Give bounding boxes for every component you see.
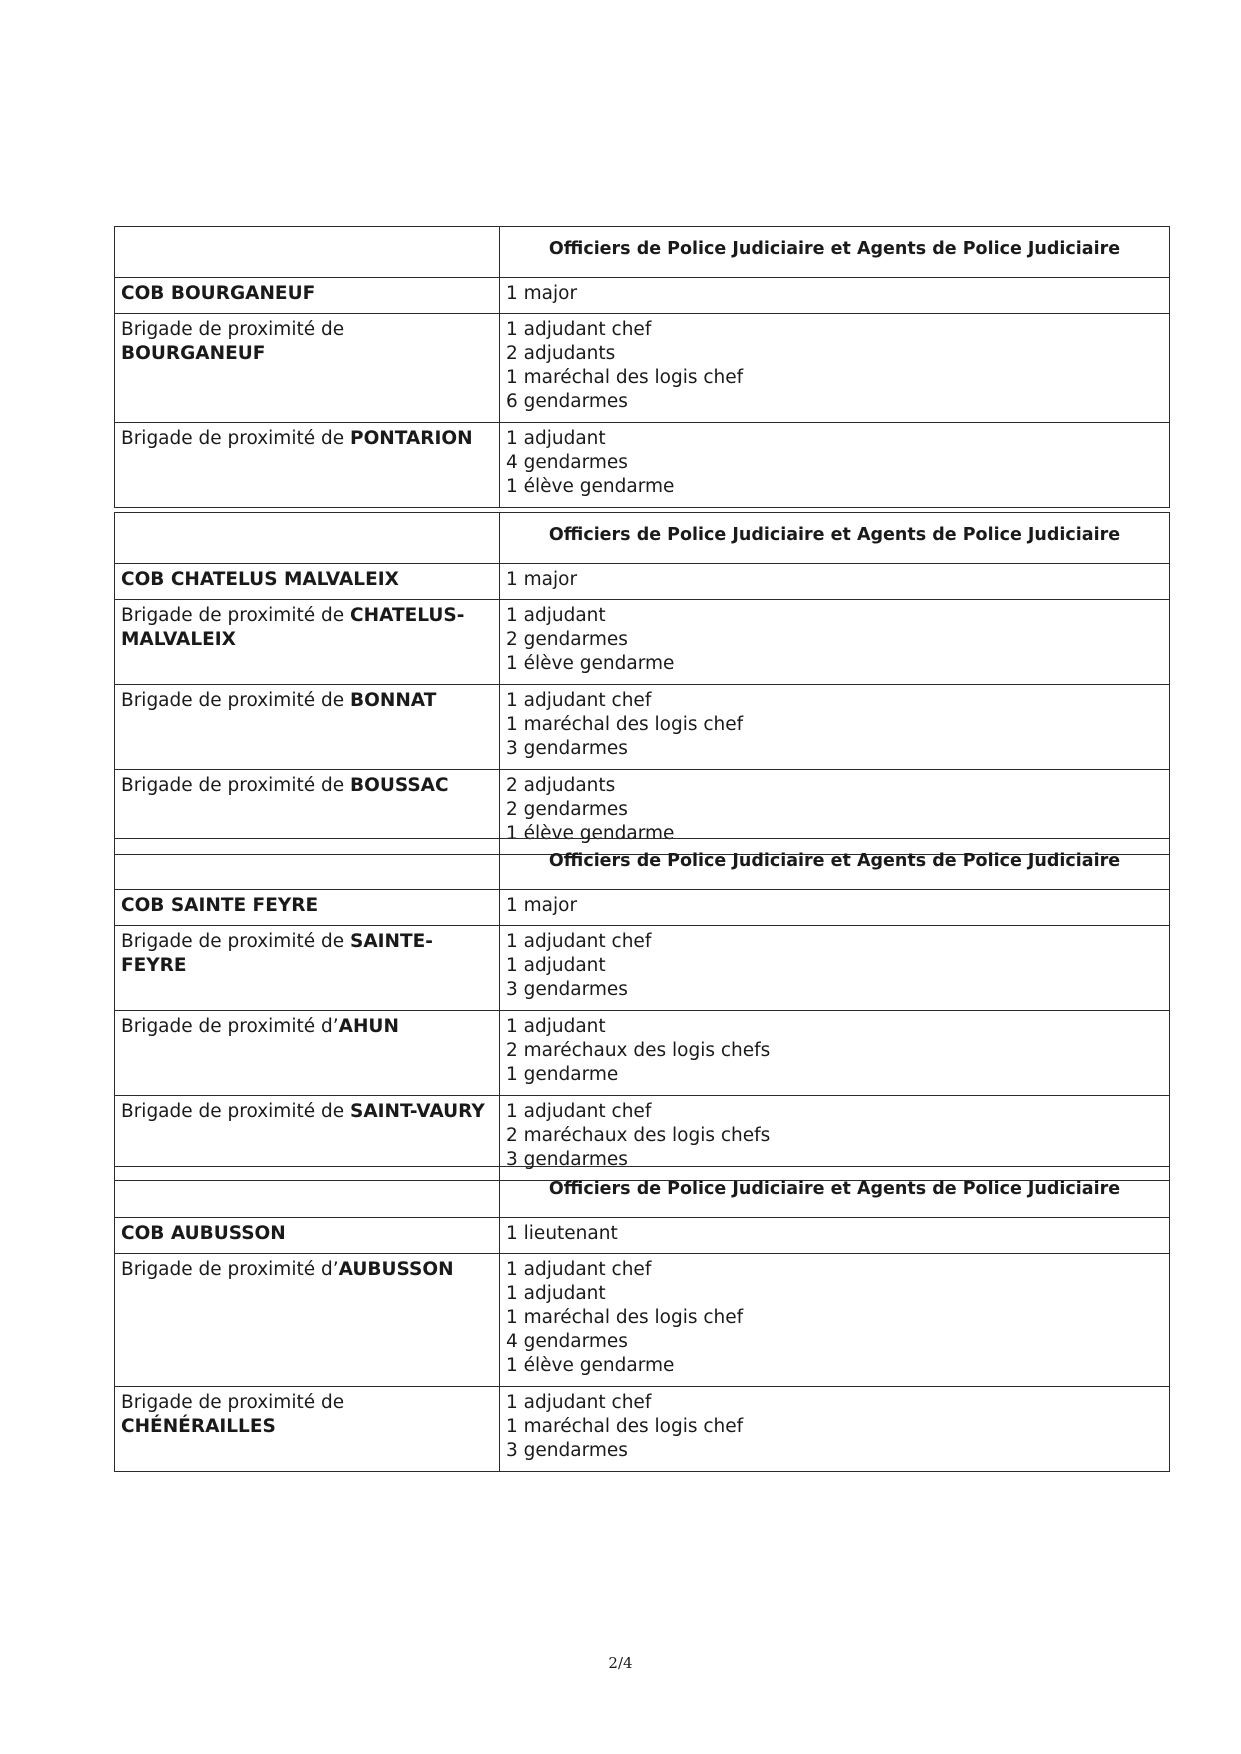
cob-staff — [500, 564, 1170, 600]
header-label: Officiers de Police Judiciaire et Agents de Police Judiciaire — [500, 513, 1170, 564]
staff-line: 2 gendarmes — [506, 799, 628, 820]
header-row — [115, 227, 1170, 278]
staff-line: 1 adjudant — [506, 1283, 606, 1304]
brigade-name — [115, 423, 500, 508]
staff-line: 2 maréchaux des logis chefs — [506, 1040, 771, 1061]
page-number: 2/4 — [608, 1654, 633, 1672]
staff-line: 6 gendarmes — [506, 391, 628, 412]
cob-staff — [500, 278, 1170, 314]
brigade-prefix: Brigade de proximité de — [121, 1101, 345, 1122]
brigade-row — [115, 685, 1170, 770]
staff-line: 1 gendarme — [506, 1064, 619, 1085]
header-empty-cell — [115, 513, 500, 564]
staff-line: 1 adjudant chef — [506, 319, 652, 340]
brigade-row — [115, 1254, 1170, 1387]
brigade-row — [115, 423, 1170, 508]
staff-line: 4 gendarmes — [506, 452, 628, 473]
staff-line: 3 gendarmes — [506, 1440, 628, 1461]
brigade-staff — [500, 423, 1170, 508]
brigade-name — [115, 1011, 500, 1096]
cob-row — [115, 1218, 1170, 1254]
staffing-table — [114, 1166, 1170, 1472]
staff-line: 1 adjudant chef — [506, 690, 652, 711]
staff-line: 3 gendarmes — [506, 1149, 628, 1170]
cob-row — [115, 278, 1170, 314]
brigade-row — [115, 314, 1170, 423]
cob-name: COB BOURGANEUF — [115, 278, 500, 314]
brigade-location: CHÉNÉRAILLES — [121, 1416, 276, 1437]
brigade-staff — [500, 1011, 1170, 1096]
staff-line: 1 élève gendarme — [506, 653, 675, 674]
brigade-location: BONNAT — [350, 690, 437, 711]
cob-staff — [500, 1218, 1170, 1254]
staff-line: 1 élève gendarme — [506, 823, 675, 844]
staff-line: 2 maréchaux des logis chefs — [506, 1125, 771, 1146]
brigade-location: PONTARION — [350, 428, 473, 449]
cob-staff — [500, 890, 1170, 926]
staffing-table — [114, 226, 1170, 508]
brigade-prefix: Brigade de proximité de — [121, 690, 345, 711]
staff-line: 1 adjudant chef — [506, 1101, 652, 1122]
brigade-name — [115, 1387, 500, 1472]
staffing-table — [114, 512, 1170, 855]
staff-line: 2 gendarmes — [506, 629, 628, 650]
staff-line: 1 adjudant — [506, 1016, 606, 1037]
brigade-location: CHATELUS- — [350, 605, 465, 626]
brigade-row — [115, 926, 1170, 1011]
brigade-prefix: Brigade de proximité de — [121, 931, 345, 952]
header-row — [115, 839, 1170, 890]
brigade-location: BOURGANEUF — [121, 343, 266, 364]
staff-line: 1 adjudant chef — [506, 931, 652, 952]
staff-line: 1 adjudant — [506, 605, 606, 626]
header-empty-cell — [115, 839, 500, 890]
staff-line: 1 major — [506, 283, 578, 304]
brigade-location-cont: FEYRE — [121, 955, 187, 976]
brigade-location: AHUN — [338, 1016, 399, 1037]
cob-name: COB SAINTE FEYRE — [115, 890, 500, 926]
brigade-staff — [500, 926, 1170, 1011]
cob-row — [115, 564, 1170, 600]
header-row — [115, 513, 1170, 564]
brigade-prefix: Brigade de proximité de — [121, 605, 345, 626]
staff-line: 1 adjudant — [506, 955, 606, 976]
brigade-prefix: Brigade de proximité de — [121, 319, 345, 340]
staff-line: 1 major — [506, 569, 578, 590]
brigade-staff — [500, 685, 1170, 770]
cob-name: COB AUBUSSON — [115, 1218, 500, 1254]
header-empty-cell — [115, 227, 500, 278]
brigade-staff — [500, 1254, 1170, 1387]
brigade-location-cont: MALVALEIX — [121, 629, 236, 650]
staff-line: 1 maréchal des logis chef — [506, 714, 744, 735]
cob-row — [115, 890, 1170, 926]
brigade-name — [115, 600, 500, 685]
header-label: Officiers de Police Judiciaire et Agents de Police Judiciaire — [500, 1167, 1170, 1218]
staff-line: 1 maréchal des logis chef — [506, 1307, 744, 1328]
staffing-table — [114, 838, 1170, 1181]
header-row — [115, 1167, 1170, 1218]
brigade-row — [115, 1387, 1170, 1472]
brigade-prefix: Brigade de proximité d’ — [121, 1259, 339, 1280]
brigade-name — [115, 1254, 500, 1387]
staff-line: 1 adjudant chef — [506, 1259, 652, 1280]
staff-line: 2 adjudants — [506, 775, 616, 796]
staff-line: 1 adjudant chef — [506, 1392, 652, 1413]
header-label: Officiers de Police Judiciaire et Agents de Police Judiciaire — [500, 227, 1170, 278]
brigade-name — [115, 685, 500, 770]
staff-line: 1 major — [506, 895, 578, 916]
brigade-location: SAINTE- — [350, 931, 433, 952]
brigade-prefix: Brigade de proximité de — [121, 1392, 345, 1413]
brigade-row — [115, 600, 1170, 685]
brigade-name — [115, 314, 500, 423]
staff-line: 1 maréchal des logis chef — [506, 367, 744, 388]
header-empty-cell — [115, 1167, 500, 1218]
brigade-location: SAINT-VAURY — [350, 1101, 485, 1122]
staff-line: 1 maréchal des logis chef — [506, 1416, 744, 1437]
brigade-staff — [500, 1387, 1170, 1472]
brigade-name — [115, 926, 500, 1011]
brigade-row — [115, 1011, 1170, 1096]
cob-name: COB CHATELUS MALVALEIX — [115, 564, 500, 600]
brigade-prefix: Brigade de proximité d’ — [121, 1016, 339, 1037]
brigade-prefix: Brigade de proximité de — [121, 775, 345, 796]
header-label: Officiers de Police Judiciaire et Agents de Police Judiciaire — [500, 839, 1170, 890]
brigade-staff — [500, 600, 1170, 685]
brigade-staff — [500, 314, 1170, 423]
staff-line: 1 élève gendarme — [506, 476, 675, 497]
staff-line: 1 lieutenant — [506, 1223, 618, 1244]
brigade-prefix: Brigade de proximité de — [121, 428, 345, 449]
staff-line: 1 adjudant — [506, 428, 606, 449]
brigade-location: AUBUSSON — [338, 1259, 454, 1280]
staff-line: 3 gendarmes — [506, 979, 628, 1000]
staff-line: 1 élève gendarme — [506, 1355, 675, 1376]
staff-line: 3 gendarmes — [506, 738, 628, 759]
staff-line: 4 gendarmes — [506, 1331, 628, 1352]
staff-line: 2 adjudants — [506, 343, 616, 364]
brigade-location: BOUSSAC — [350, 775, 449, 796]
